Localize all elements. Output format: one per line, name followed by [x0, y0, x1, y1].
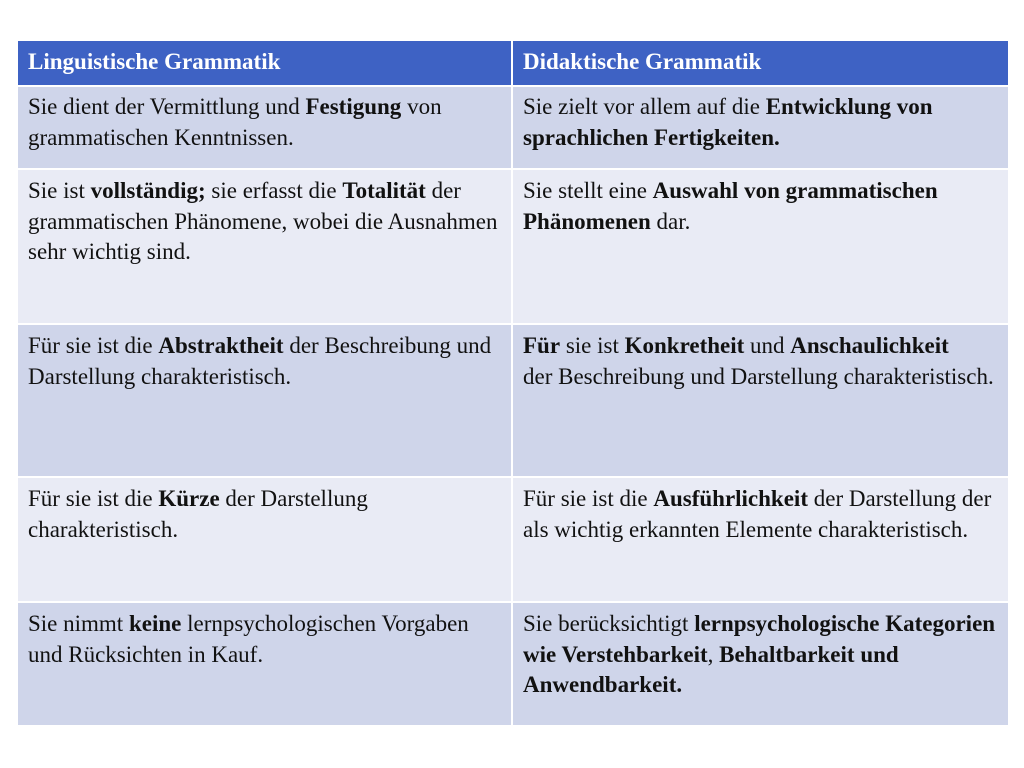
table-row [17, 602, 1009, 726]
cell-linguistic: Für sie ist die Abstraktheit der Beschreibung und Darstellung charakteristisch. [17, 324, 512, 477]
bold-term: Konkretheit [624, 333, 745, 358]
bold-term: lernpsychologische Kategorien wie Verstehbarkeit [523, 611, 996, 667]
cell-linguistic: Für sie ist die Kürze der Darstellung charakteristisch. [17, 477, 512, 602]
bold-term: Abstraktheit [158, 333, 284, 358]
bold-term: keine [128, 611, 182, 636]
header-linguistische-grammatik: Linguistische Grammatik [17, 40, 512, 86]
header-didaktische-grammatik: Didaktische Grammatik [512, 40, 1009, 86]
cell-didactic: Für sie ist Konkretheit und Anschaulichkeit der Beschreibung und Darstellung charakteristisch. [512, 324, 1009, 477]
bold-term: Anschaulichkeit [790, 333, 949, 358]
header-row [17, 40, 1009, 86]
table-row [17, 169, 1009, 324]
table-row [17, 477, 1009, 602]
bold-term: Totalität [342, 178, 426, 203]
bold-term: Entwicklung von sprachlichen Fertigkeiten. [523, 94, 933, 150]
cell-didactic: Für sie ist die Ausführlichkeit der Darstellung der als wichtig erkannten Elemente charakteristisch. [512, 477, 1009, 602]
cell-didactic: Sie berücksichtigt lernpsychologische Kategorien wie Verstehbarkeit, Behaltbarkeit und Anwendbarkeit. [512, 602, 1009, 726]
bold-term: Für [523, 333, 561, 358]
table-row [17, 86, 1009, 169]
bold-term: Festigung [305, 94, 402, 119]
bold-term: Behaltbarkeit und Anwendbarkeit. [523, 641, 899, 697]
table-row [17, 324, 1009, 477]
bold-term: Ausführlichkeit [653, 486, 808, 511]
bold-term: Kürze [158, 486, 220, 511]
bold-term: Auswahl von grammatischen Phänomenen [523, 178, 938, 234]
cell-linguistic: Sie ist vollständig; sie erfasst die Totalität der grammatischen Phänomene, wobei die Ausnahmen sehr wichtig sind. [17, 169, 512, 324]
cell-linguistic: Sie dient der Vermittlung und Festigung von grammatischen Kenntnissen. [17, 86, 512, 169]
cell-linguistic: Sie nimmt keine lernpsychologischen Vorgaben und Rücksichten in Kauf. [17, 602, 512, 726]
comparison-table [16, 39, 1010, 727]
bold-term: vollständig; [90, 178, 206, 203]
cell-didactic: Sie zielt vor allem auf die Entwicklung von sprachlichen Fertigkeiten. [512, 86, 1009, 169]
cell-didactic: Sie stellt eine Auswahl von grammatischen Phänomenen dar. [512, 169, 1009, 324]
